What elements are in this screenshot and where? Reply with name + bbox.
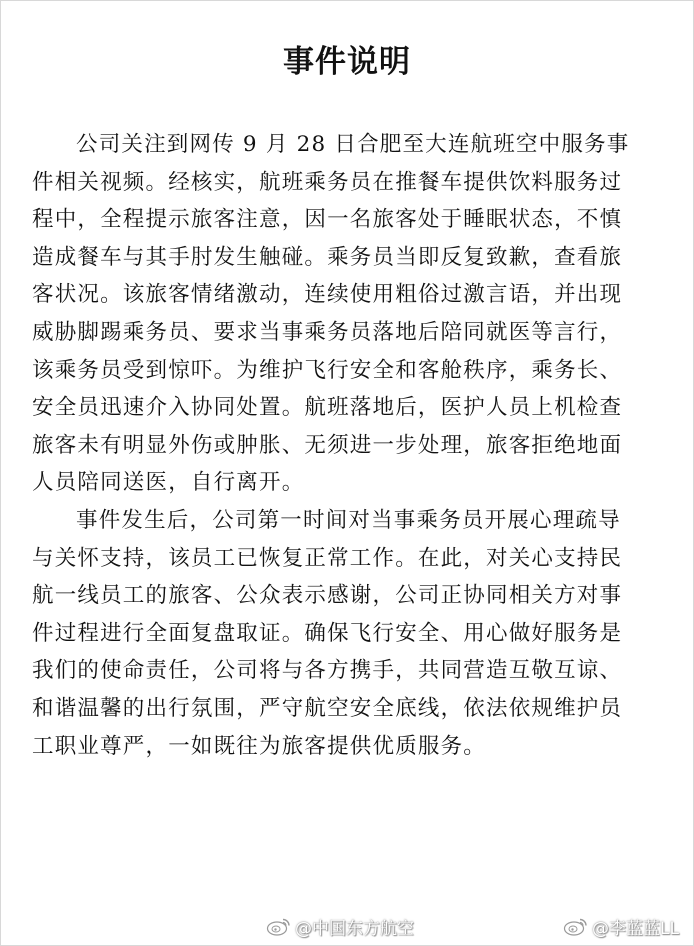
body-line: 和谐温馨的出行氛围，严守航空安全底线，依法依规维护员 — [32, 695, 623, 721]
body-line: 威胁脚踢乘务员、要求当事乘务员落地后陪同就医等言行， — [32, 319, 623, 345]
body-line: 事件发生后，公司第一时间对当事乘务员开展心理疏导 — [76, 507, 621, 533]
document-body — [32, 126, 662, 765]
body-line: 程中，全程提示旅客注意，因一名旅客处于睡眠状态，不慎 — [32, 207, 623, 233]
body-line: 公司关注到网传 9 月 28 日合肥至大连航班空中服务事 — [76, 132, 630, 157]
weibo-icon — [563, 916, 589, 936]
weibo-icon — [266, 916, 292, 936]
watermark-user — [563, 914, 679, 938]
body-line: 旅客未有明显外伤或肿胀、无须进一步处理，旅客拒绝地面 — [32, 432, 623, 458]
body-line: 该乘务员受到惊吓。为维护飞行安全和客舱秩序，乘务长、 — [32, 357, 623, 383]
body-line: 工职业尊严，一如既往为旅客提供优质服务。 — [32, 733, 487, 759]
body-line: 人员陪同送医，自行离开。 — [32, 470, 305, 496]
body-line: 与关怀支持，该员工已恢复正常工作。在此，对关心支持民 — [32, 545, 623, 571]
watermark-eastern-airlines — [266, 914, 414, 938]
body-line: 造成餐车与其手肘发生触碰。乘务员当即反复致歉，查看旅 — [32, 244, 623, 270]
body-line: 件过程进行全面复盘取证。确保飞行安全、用心做好服务是 — [32, 620, 623, 646]
body-line: 安全员迅速介入协同处置。航班落地后，医护人员上机检查 — [32, 395, 623, 421]
body-line: 航一线员工的旅客、公众表示感谢，公司正协同相关方对事 — [32, 583, 623, 609]
body-line: 我们的使命责任，公司将与各方携手，共同营造互敬互谅、 — [32, 658, 623, 684]
document-title: 事件说明 — [283, 44, 411, 80]
body-line: 客状况。该旅客情绪激动，连续使用粗俗过激言语，并出现 — [32, 282, 623, 308]
body-line: 件相关视频。经核实，航班乘务员在推餐车提供饮料服务过 — [32, 169, 623, 195]
watermark-text: @中国东方航空 — [295, 918, 414, 939]
watermark-text: @李蓝蓝LL — [592, 918, 679, 939]
